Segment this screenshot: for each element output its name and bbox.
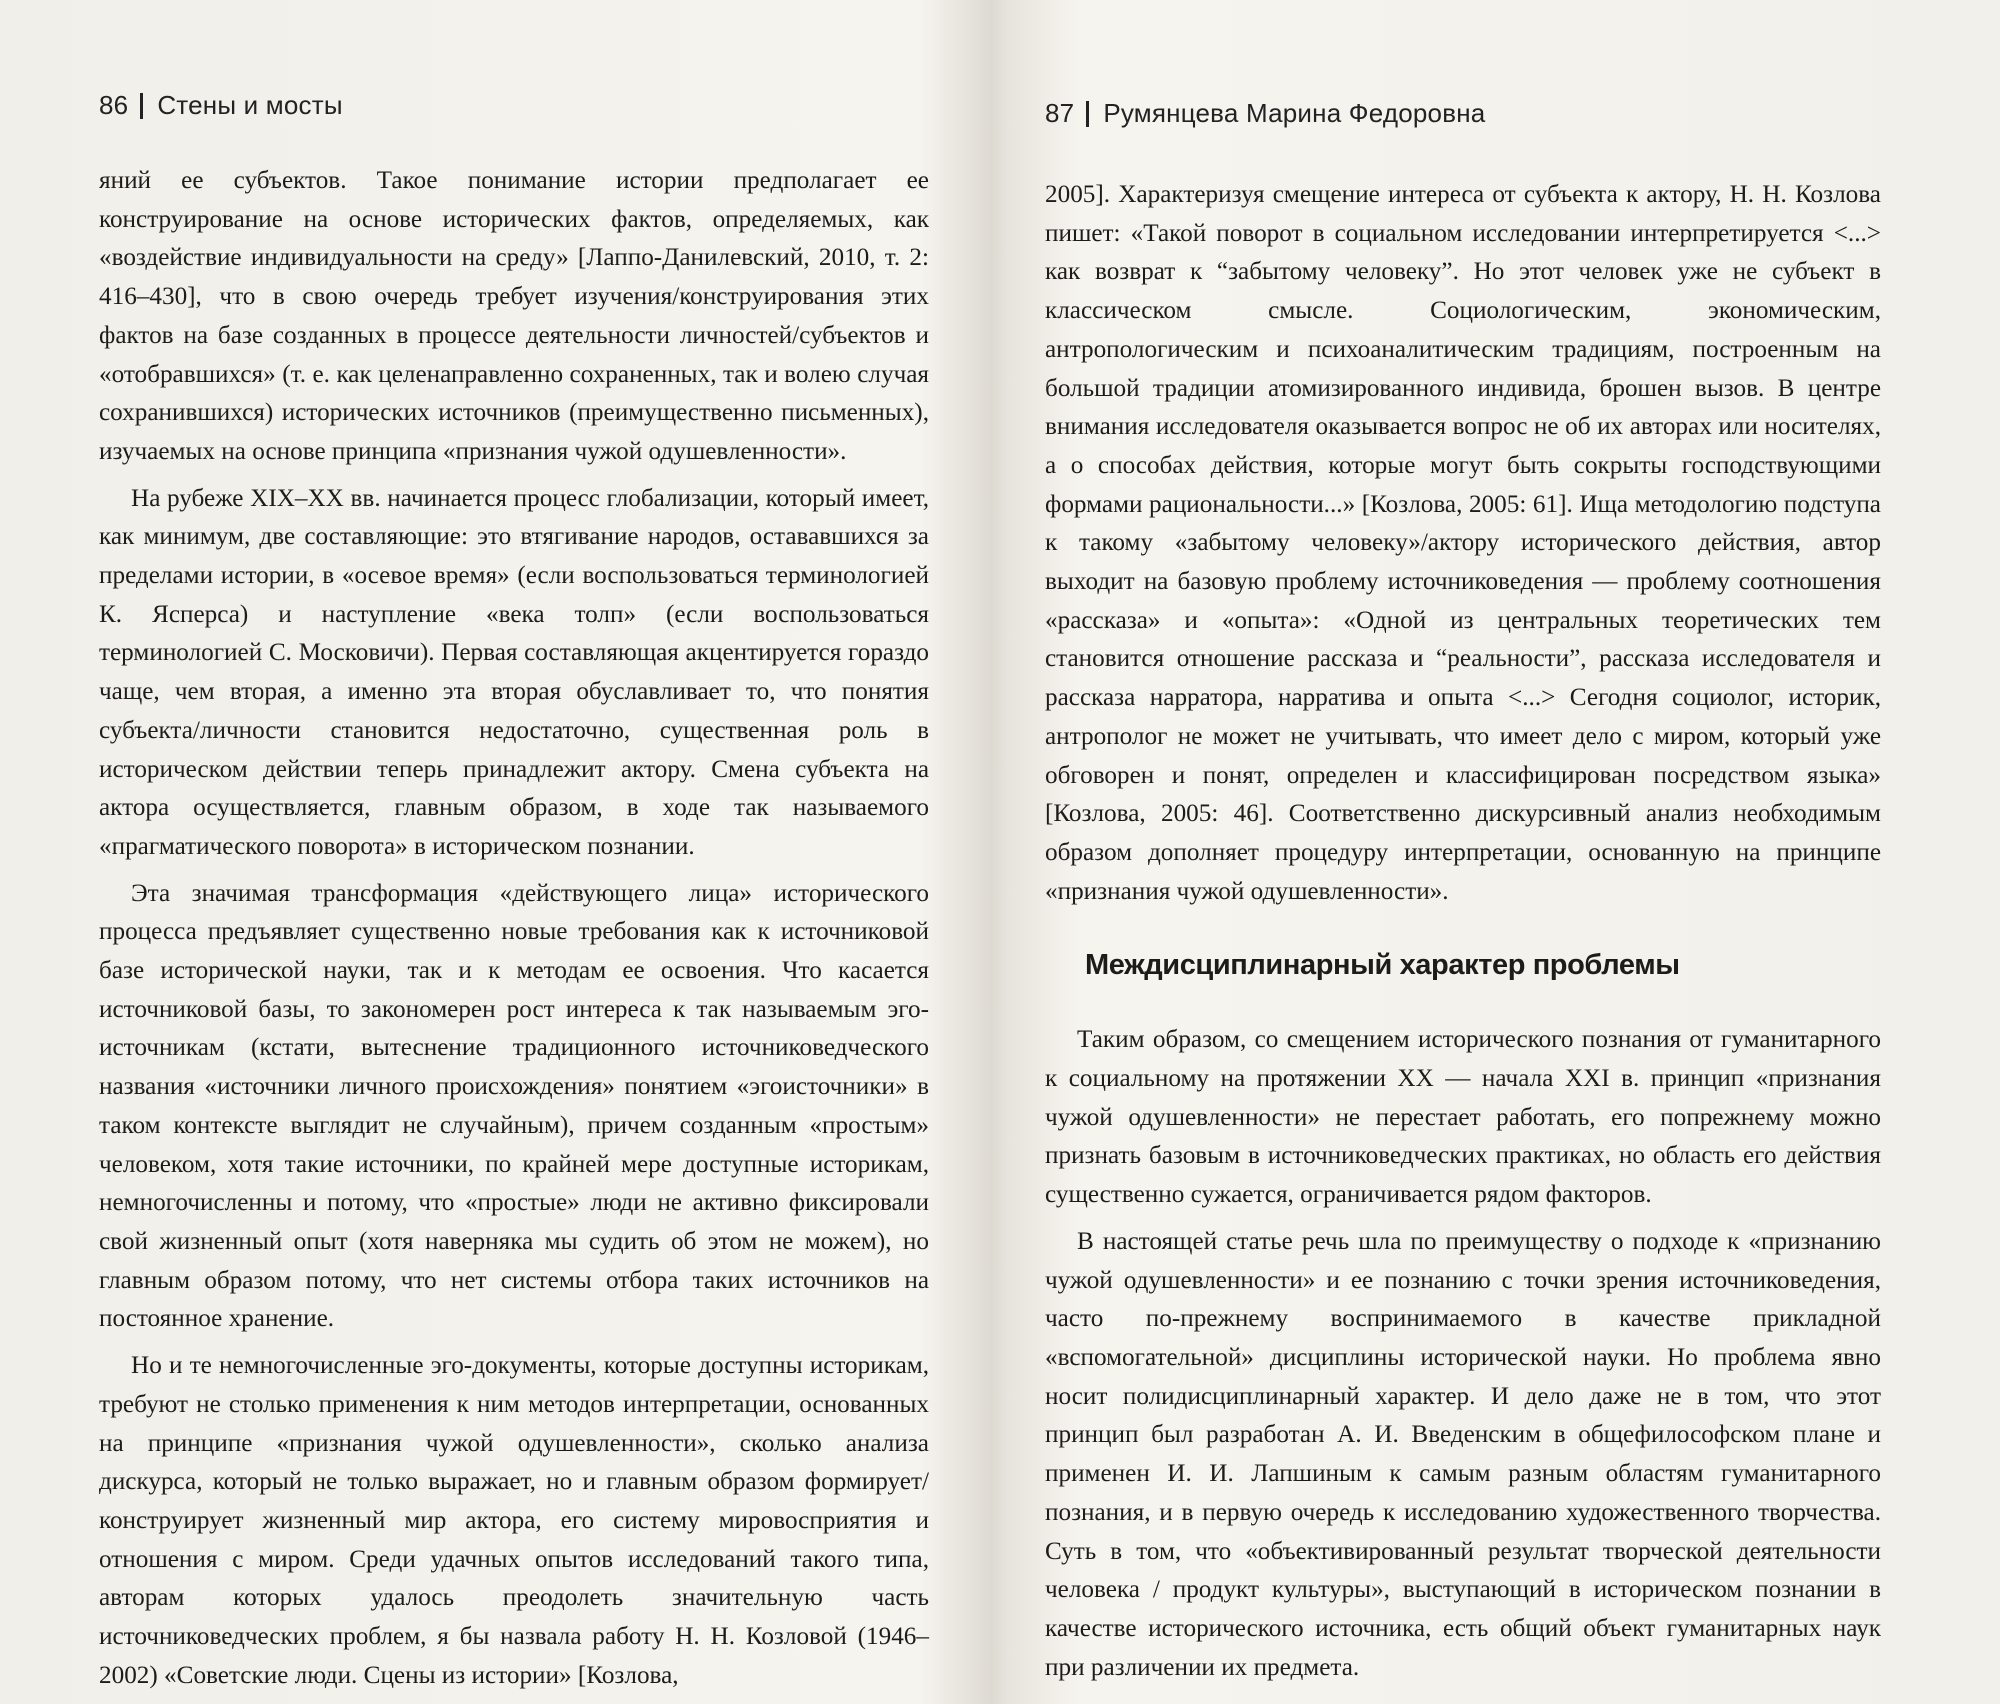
- right-page: [1000, 0, 2000, 1704]
- paragraph: 2005]. Характеризуя смещение интереса от субъекта к актору, Н. Н. Козлова пишет: «Такой поворот в социальном исследовании интерпретируется <...> как возврат к “забытому человеку”. Но этот человек уже не субъект в классическом смысле. Социологическим, экономическим, антропологическим и психоаналитическим традициям, построенным на большой традиции атомизированного индивида, брошен вызов. В центре внимания исследователя оказывается вопрос не об их авторах или носителях, а о способах действия, которые могут быть сокрыты господствующими формами рациональности...» [Козлова, 2005: 61]. Ища методологию подступа к такому «забытому человеку»/актору исторического действия, автор выходит на базовую проблему источниковедения — проблему соотношения «рассказа» и «опыта»: «Одной из центральных теоретических тем становится отношение рассказа и “реальности”, рассказа исследователя и рассказа нарратора, нарратива и опыта <...> Сегодня социолог, историк, антрополог не может не учитывать, что имеет дело с миром, который уже обговорен и понят, определен и классифицирован посредством языка» [Козлова, 2005: 46]. Соответственно дискурсивный анализ необходимым образом дополняет процедуру интерпретации, основанную на принципе «признания чужой одушевленности».: [1045, 181, 1881, 905]
- paragraph: В настоящей статье речь шла по преимуществу о подходе к «признанию чужой одушевленности» и ее познанию с точки зрения источниковедения, часто по-прежнему воспринимаемого в качестве прикладной «вспомогательной» дисциплины исторической науки. Но проблема явно носит полидисциплинарный характер. И дело даже не в том, что этот принцип был разработан А. И. Введенским в общефилософском плане и применен И. И. Лапшиным к самым разным областям гуманитарного познания, и в первую очередь к исследованию художественного творчества. Суть в том, что «объективированный результат творческой деятельности человека / продукт культуры», выступающий в историческом познании в качестве исторического источника, есть общий объект гуманитарных наук при различении их предмета.: [1045, 1227, 1881, 1681]
- left-body-text: [99, 162, 929, 1703]
- left-page: [0, 0, 985, 1704]
- paragraph: Таким образом, со смещением исторического познания от гуманитарного к социальному на протяжении XX — начала XXI в. принцип «признания чужой одушевленности» не перестает работать, его попрежнему можно признать базовым в источниковедческих практиках, но область его действия существенно сужается, ограничивается рядом факторов.: [1045, 1026, 1881, 1209]
- paragraph: Но и те немногочисленные эго-документы, которые доступны историкам, требуют не столько применения к ним методов интерпретации, основанных на принципе «признания чужой одушевленности», сколько анализа дискурса, который не только выражает, но и главным образом формирует/конструирует жизненный мир актора, его систему мировосприятия и отношения с миром. Среди удачных опытов исследований такого типа, авторам которых удалось преодолеть значительную часть источниковедческих проблем, я бы назвала работу Н. Н. Козловой (1946–2002) «Советские люди. Сцены из истории» [Козлова,: [99, 1352, 929, 1689]
- section-heading: Междисциплинарный характер проблемы: [1085, 949, 1680, 982]
- right-body-text: [1045, 176, 1881, 1695]
- paragraph: яний ее субъектов. Такое понимание истории предполагает ее конструирование на основе исторических фактов, определяемых, как «воздействие индивидуальности на среду» [Лаппо-Данилевский, 2010, т. 2: 416–430], что в свою очередь требует изучения/конструирования этих фактов на базе созданных в процессе деятельности личностей/субъектов и «отобравшихся» (т. е. как целенаправленно сохраненных, так и волею случая сохранившихся) исторических источников (преимущественно письменных), изучаемых на основе принципа «признания чужой одушевленности».: [99, 167, 929, 465]
- paragraph: На рубеже XIX–XX вв. начинается процесс глобализации, который имеет, как минимум, две составляющие: это втягивание народов, остававшихся за пределами истории, в «осевое время» (если воспользоваться терминологией К. Ясперса) и наступление «века толп» (если воспользоваться терминологией С. Московичи). Первая составляющая акцентируется гораздо чаще, чем вторая, а именно эта вторая обуславливает то, что понятия субъекта/личности становится недостаточно, существенная роль в историческом действии теперь принадлежит актору. Смена субъекта на актора осуществляется, главным образом, в ходе так называемого «прагматического поворота» в историческом познании.: [99, 484, 929, 860]
- header-divider: [140, 93, 143, 119]
- page-number: 87: [1045, 98, 1075, 128]
- book-title: Стены и мосты: [157, 90, 343, 120]
- page-number: 86: [99, 90, 129, 120]
- header-divider: [1086, 101, 1089, 127]
- author-name: Румянцева Марина Федоровна: [1103, 98, 1486, 128]
- running-head-left: [99, 90, 343, 121]
- paragraph: Эта значимая трансформация «действующего лица» исторического процесса предъявляет существенно новые требования как к источниковой базе исторической науки, так и к методам ее освоения. Что касается источниковой базы, то закономерен рост интереса к так называемым эго-источникам (кстати, вытеснение традиционного источниковедческого названия «источники личного происхождения» понятием «эгоисточники» в таком контексте выглядит не случайным), причем созданным «простым» человеком, хотя такие источники, по крайней мере доступные историкам, немногочисленны и потому, что «простые» люди не активно фиксировали свой жизненный опыт (хотя наверняка мы судить об этом не можем), но главным образом потому, что нет системы отбора таких источников на постоянное хранение.: [99, 879, 929, 1333]
- running-head-right: [1045, 98, 1485, 129]
